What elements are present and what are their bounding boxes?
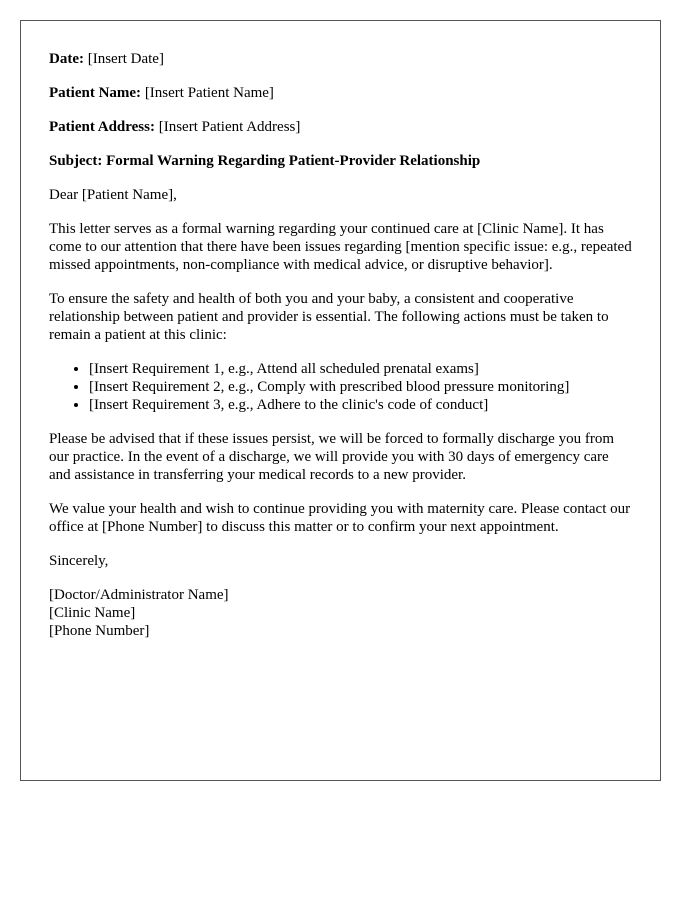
date-line	[49, 50, 632, 68]
patient-name-line	[49, 84, 632, 102]
patient-address-value: [Insert Patient Address]	[158, 119, 301, 135]
salutation: Dear [Patient Name],	[49, 187, 177, 203]
signature-phone: [Phone Number]	[49, 623, 150, 639]
requirement-item: • [Insert Requirement 2, e.g., Comply with prescribed blood pressure monitoring]	[89, 378, 632, 396]
patient-name-label: Patient Name:	[49, 85, 142, 101]
patient-name-value: [Insert Patient Name]	[144, 85, 274, 101]
letter-document	[20, 20, 661, 781]
requirement-item: • [Insert Requirement 3, e.g., Adhere to the clinic's code of conduct]	[89, 396, 632, 414]
requirements-list	[49, 360, 632, 414]
paragraph-contact: We value your health and wish to continue providing you with maternity care. Please contact our office at [Phone Number] to discuss this matter or to confirm your next appointment.	[49, 501, 631, 535]
requirement-item: • [Insert Requirement 1, e.g., Attend all scheduled prenatal exams]	[89, 360, 632, 378]
paragraph-issue: This letter serves as a formal warning regarding your continued care at [Clinic Name]. It has come to our attention that there have been issues regarding [mention specific issue: e.g., repeated missed appointments, non-compliance with medical advice, or disruptive behavior].	[49, 221, 632, 273]
patient-address-line	[49, 118, 632, 136]
date-value: [Insert Date]	[87, 51, 164, 67]
date-label: Date:	[49, 51, 84, 67]
signature-block	[49, 586, 632, 640]
paragraph-discharge-notice: Please be advised that if these issues persist, we will be forced to formally discharge you from our practice. In the event of a discharge, we will provide you with 30 days of emergency care and assistance in transferring your medical records to a new provider.	[49, 431, 614, 483]
subject-label: Subject:	[49, 153, 103, 169]
subject-value: Formal Warning Regarding Patient-Provider Relationship	[106, 153, 481, 169]
closing: Sincerely,	[49, 553, 109, 569]
signature-name: [Doctor/Administrator Name]	[49, 587, 229, 603]
signature-clinic: [Clinic Name]	[49, 605, 136, 621]
patient-address-label: Patient Address:	[49, 119, 155, 135]
paragraph-requirements-intro: To ensure the safety and health of both you and your baby, a consistent and cooperative relationship between patient and provider is essential. The following actions must be taken to remain a patient at this clinic:	[49, 291, 609, 343]
subject-line	[49, 152, 632, 170]
